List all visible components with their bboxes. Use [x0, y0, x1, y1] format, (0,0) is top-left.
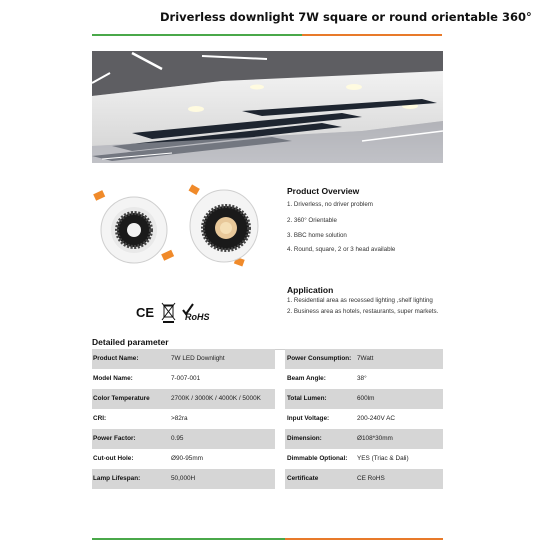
param-value: 0.95 — [171, 435, 184, 442]
param-value: YES (Triac & Dali) — [357, 455, 409, 462]
page-title: Driverless downlight 7W square or round orientable 360° — [160, 10, 532, 24]
param-label: Total Lumen: — [287, 395, 327, 402]
weee-bin-icon — [162, 303, 175, 323]
svg-text:RoHS: RoHS — [185, 312, 210, 322]
param-label: Model Name: — [93, 375, 133, 382]
table-row — [92, 369, 443, 389]
certification-logos — [135, 300, 225, 324]
footer-divider — [92, 538, 443, 540]
param-value: 200-240V AC — [357, 415, 396, 422]
param-label: Product Name: — [93, 355, 139, 362]
param-value: 38° — [357, 375, 367, 382]
param-value: Ø90-95mm — [171, 455, 203, 462]
table-row — [92, 389, 443, 409]
application-heading: Application — [287, 285, 334, 295]
table-row — [92, 449, 443, 469]
rohs-logo — [183, 304, 210, 322]
overview-item: 1. Driverless, no driver problem — [287, 201, 373, 208]
param-label: Input Voltage: — [287, 415, 330, 422]
overview-item: 4. Round, square, 2 or 3 head available — [287, 246, 396, 253]
param-label: Power Factor: — [93, 435, 136, 442]
downlight-products-photo — [92, 178, 262, 278]
application-item: 1. Residential area as recessed lighting ,shelf lighting — [287, 297, 433, 304]
param-value: 7-007-001 — [171, 375, 201, 382]
parameter-table — [92, 349, 443, 489]
param-label: Color Temperature — [93, 395, 150, 402]
table-row — [92, 469, 443, 489]
overview-item: 3. BBC home solution — [287, 232, 347, 239]
table-row — [92, 409, 443, 429]
param-label: Beam Angle: — [287, 375, 326, 382]
param-value: Ø108*30mm — [357, 435, 393, 442]
application-item: 2. Business area as hotels, restaurants, super markets. — [287, 308, 439, 315]
param-label: Certificate — [287, 475, 319, 482]
ce-logo: CE — [136, 305, 155, 320]
table-row — [92, 349, 443, 369]
param-value: 2700K / 3000K / 4000K / 5000K — [171, 395, 261, 402]
ceiling-lights-photo — [92, 51, 443, 163]
parameter-heading: Detailed parameter — [92, 337, 169, 347]
param-value: >82ra — [171, 415, 188, 422]
param-label: Lamp Lifespan: — [93, 475, 141, 482]
table-row — [92, 429, 443, 449]
param-label: Cut-out Hole: — [93, 455, 134, 462]
param-label: CRI: — [93, 415, 107, 422]
overview-item: 2. 360° Orientable — [287, 217, 337, 224]
param-label: Dimmable Optional: — [287, 455, 348, 462]
param-value: 7W LED Downlight — [171, 355, 225, 362]
param-label: Power Consumption: — [287, 355, 352, 362]
param-value: CE RoHS — [357, 475, 385, 482]
overview-heading: Product Overview — [287, 186, 360, 196]
header-divider — [92, 34, 442, 36]
param-value: 7Watt — [357, 355, 374, 362]
param-value: 600lm — [357, 395, 375, 402]
param-label: Dimension: — [287, 435, 322, 442]
param-value: 50,000H — [171, 475, 196, 482]
